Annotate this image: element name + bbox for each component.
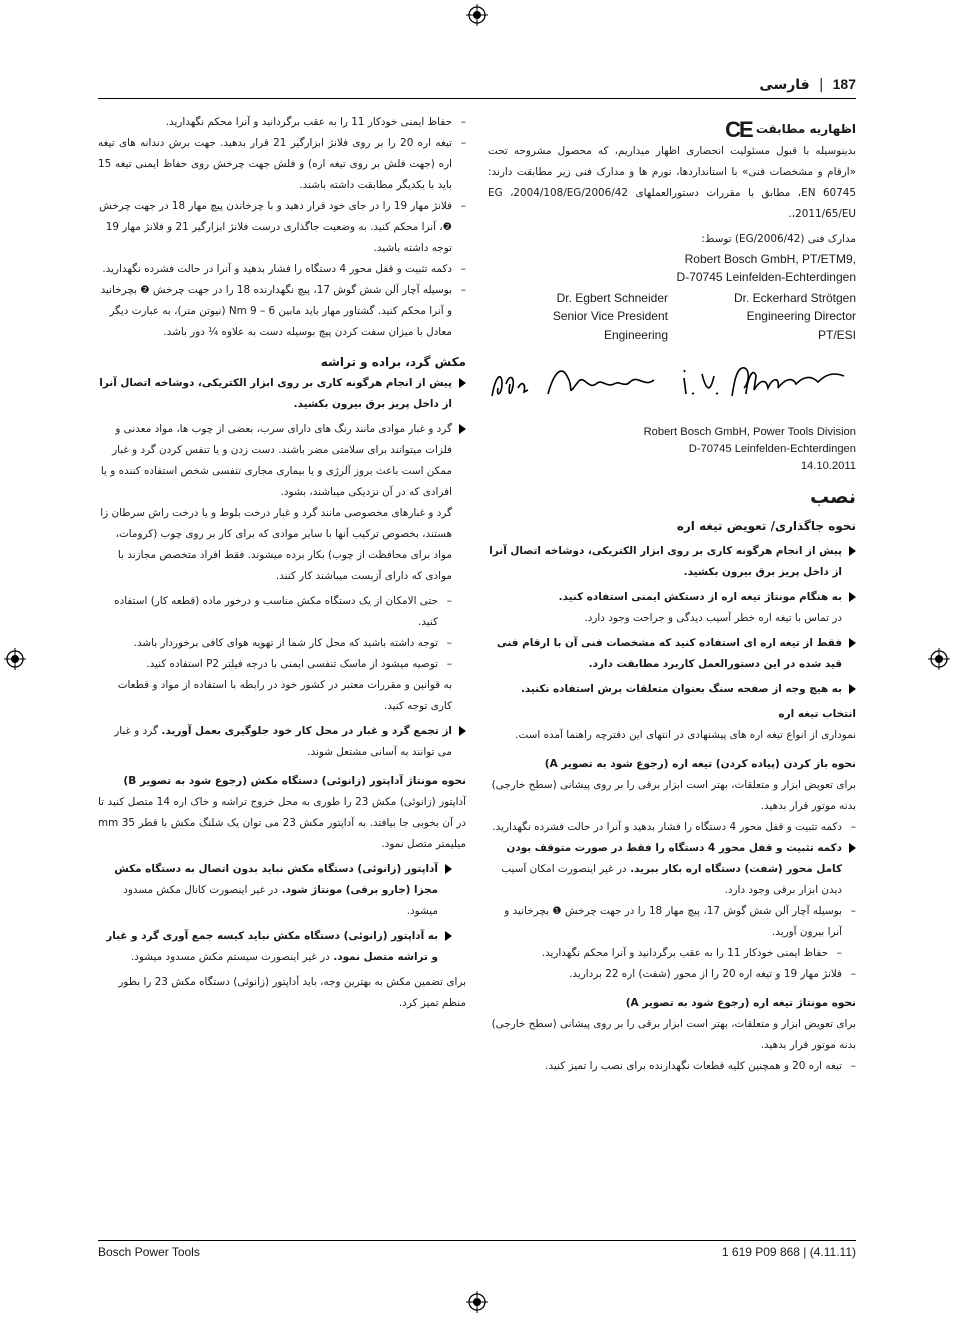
warning-harmful-dust <box>98 419 466 503</box>
warning-spindle-lock-note: در غیر اینصورت امکان آسیب دیدن ابزار برقی وجود دارد. <box>501 863 842 896</box>
warning-spindle-lock <box>488 838 856 901</box>
division-block <box>488 424 856 475</box>
warning-spindle-lock-text: دکمه تثبیت و قفل محور 4 دستگاه را فقط در صورت متوقف بودن کامل محور (شفت) دستگاه اره بکار ببرید. <box>506 842 842 875</box>
signatory-left-name: Dr. Egbert Schneider <box>556 290 668 305</box>
signatory-left <box>488 289 668 345</box>
address-line-1: Robert Bosch GmbH, PT/ETM9, <box>684 251 856 266</box>
warning-unplug-text: پیش از انجام هرگونه کاری بر روی ابزار الکتریکی، دوشاخه اتصال آنرا از داخل پریز برق بیرون بکشید. <box>489 545 842 578</box>
warning-unplug-dust-text: پیش از انجام هرگونه کاری بر روی ابزار الکتریکی، دوشاخه اتصال آنرا از داخل پریز برق بیرون بکشید. <box>99 377 452 410</box>
registration-mark-top-icon <box>466 4 488 26</box>
warning-blade-specs-text: فقط از تیغه اره ای استفاده کنید که مشخصات فنی آن با ارقام فنی قید شده در این دستورالعمل کاربرد مطابقت دارد. <box>496 637 842 670</box>
mount-step-2: – حفاظ ایمنی خودکار 11 را به عقب برگردانید و آنرا محکم نگهدارید. <box>98 112 466 133</box>
signatory-right <box>676 289 856 345</box>
left-column <box>98 112 466 1014</box>
signature-left-icon <box>488 354 856 414</box>
header-language: فارسی <box>759 77 810 93</box>
footer-brand: Bosch Power Tools <box>98 1245 200 1259</box>
address-line-2: D-70745 Leinfelden-Echterdingen <box>676 270 856 284</box>
warning-triangle-icon <box>849 546 856 556</box>
warning-triangle-icon <box>849 638 856 648</box>
remove-blade-title: نحوه باز کردن (پیاده کردن) تیغه اره (رجوع شود به تصویر A) <box>544 758 856 770</box>
remove-step-4: – فلانژ مهار 19 و تیغه اره 20 را از محور (شفت) اره 22 بردارید. <box>488 964 856 985</box>
mount-blade-text: برای تعویض ابزار و متعلقات، بهتر است ابزار برقی را بر روی پیشانی (سطح خارجی) بدنه موتور قرار بدهید. <box>491 1018 856 1051</box>
warning-adapter-dustbag-text: به آداپتور (زانوئی) دستگاه مکش نباید کیسه جمع آوری گرد و غبار و تراشه متصل نمود. <box>106 930 438 963</box>
tech-docs-address <box>488 250 856 287</box>
dust-tip-3: – توصیه میشود از ماسک تنفسی ایمنی با درجه فیلتر P2 استفاده کنید. <box>98 654 466 675</box>
division-line-1: Robert Bosch GmbH, Power Tools Division <box>643 426 856 438</box>
handwritten-signatures <box>488 354 856 412</box>
warning-no-grinding-disc-text: به هیچ وجه از صفحه سنگ بعنوان متعلقات برش استفاده نکنید. <box>520 683 842 695</box>
warning-triangle-icon <box>849 592 856 602</box>
mount-step-1: – تیغه اره 20 و همچنین کلیه قطعات نگهدارنده برای نصب را تمیز کنید. <box>488 1056 856 1077</box>
warning-triangle-icon <box>445 931 452 941</box>
footer-doc-number: 1 619 P09 868 | (4.11.11) <box>721 1245 856 1259</box>
select-blade-title: انتخاب تیغه اره <box>778 708 856 720</box>
ce-mark-icon: CE <box>725 116 752 142</box>
signatory-right-name: Dr. Eckerhard Strötgen <box>733 290 856 305</box>
dust-tip-2: – توجه داشته باشید که محل کار شما از تهویه هوای کافی برخوردار باشد. <box>98 633 466 654</box>
signatory-left-title2: Engineering <box>603 327 668 342</box>
warning-triangle-icon <box>459 378 466 388</box>
mount-blade-title: نحوه مونتاژ تیغه اره (رجوع شود به تصویر A) <box>625 997 856 1009</box>
header-separator: | <box>818 77 824 93</box>
signatory-right-title2: PT/ESI <box>817 327 856 342</box>
signatory-right-title1: Engineering Director <box>746 309 856 323</box>
warning-no-grinding-disc <box>488 679 856 700</box>
warning-gloves-note: در تماس با تیغه اره خطر آسیب دیدگی و جراحت وجود دارد. <box>584 612 842 624</box>
warning-unplug <box>488 541 856 583</box>
warning-adapter-dustbag <box>98 926 466 968</box>
warning-triangle-icon <box>445 864 452 874</box>
conformity-heading <box>488 118 856 141</box>
right-column <box>488 112 856 1077</box>
conformity-text: بدینوسیله با قبول مسئولیت انحصاری اظهار میداریم، که محصول مشروحه تحت «ارقام و مشخصات فنی» با استانداردها، نورم ها و مدارک فنی زیر مطابقت دارند: EN 60745، مطابق با مقررات دستورالعملهای 2006/42/EG ،2004/108/EG ،2011/65/EU. <box>488 144 856 220</box>
page-number: 187 <box>832 76 856 92</box>
signatories <box>488 289 856 345</box>
warning-triangle-icon <box>459 726 466 736</box>
tech-docs-label: مدارک فنی (2006/42/EG) توسط: <box>701 232 856 245</box>
mount-step-4: – فلانژ مهار 19 را در جای خود قرار دهید و با چرخاندن پیچ مهار 18 در جهت چرخش ❷، آنرا محکم کنید. به وضعیت جاگذاری درست فلانژ ابزارگیر 21 و فلانژ مهار 19 توجه داشته باشید. <box>98 196 466 259</box>
warning-dust-accumulation-note: گرد و غبار می توانند به آسانی مشتعل شوند. <box>114 725 452 758</box>
harmful-dust-text-2: گرد و غبارهای مخصوصی مانند گرد و غبار درخت بلوط و یا درخت راش سرطان زا هستند، بخصوص ترکیب آنها با سایر موادی که برای کار بر روی چوب (کرومات، مواد برای محافظت از چوب) بکار برده میشوند. فقط افراد متخصص مجازند با موادی که دارای آزبست میباشند کار کنند. <box>100 507 452 582</box>
conformity-title: اظهاریه مطابقت <box>755 122 856 136</box>
regulations-text: به قوانین و مقررات معتبر در کشور خود در رابطه با استفاده از مواد و قطعات کاری توجه کنید. <box>117 679 452 712</box>
warning-adapter-dustbag-note: در غیر اینصورت سیستم مکش مسدود میشود. <box>130 951 330 963</box>
warning-triangle-icon <box>459 424 466 434</box>
mount-step-5: – دکمه تثبیت و قفل محور 4 دستگاه را فشار بدهید و آنرا در حالت فشرده نگهدارید. <box>98 259 466 280</box>
dust-tip-1: – حتی الامکان از یک دستگاه مکش مناسب و درخور ماده (قطعه کار) استفاده کنید. <box>98 591 466 633</box>
dust-extraction-title: مکش گرد، براده و تراشه <box>320 355 466 369</box>
remove-blade-text: برای تعویض ابزار و متعلقات، بهتر است ابزار برقی را بر روی پیشانی (سطح خارجی) بدنه موتور قرار بدهید. <box>491 779 856 812</box>
registration-mark-right-icon <box>928 648 950 670</box>
select-blade-text: نموداری از انواع تیغه اره های پیشنهادی در انتهای این دفترچه راهنما آمده است. <box>515 729 856 741</box>
remove-step-3: – حفاظ ایمنی خودکار 11 را به عقب برگردانید و آنرا محکم نگهدارید. <box>488 943 856 964</box>
blade-change-title: نحوه جاگذاری/ تعویض تیغه اره <box>676 519 856 533</box>
warning-gloves <box>488 587 856 629</box>
adapter-text: آداپتور (زانوئی) مکش 23 را طوری به محل خروج تراشه و خاک اره 14 متصل کنید تا در آن بخوبی جا بیافتد. به آداپتور مکش 23 می توان یک شلنگ مکش با قطر 35 mm میلیمتر متصل نمود. <box>98 796 466 850</box>
warning-blade-specs <box>488 633 856 675</box>
warning-unplug-dust <box>98 373 466 415</box>
warning-dust-accumulation-text: از تجمع گرد و غبار در محل کار خود جلوگیری بعمل آورید. <box>161 725 452 737</box>
mount-step-3: – تیغه اره 20 را بر روی فلانژ ابزارگیر 21 قرار بدهید. جهت برش دندانه های تیغه اره (جهت فلش بر روی تیغه اره) و فلش جهت چرخش روی حفاظ ایمنی تیغه 15 باید با یکدیگر مطابقت داشته باشند. <box>98 133 466 196</box>
division-line-2: D-70745 Leinfelden-Echterdingen <box>688 443 856 455</box>
install-title: نصب <box>810 486 856 508</box>
warning-harmful-dust-text: گرد و غبار موادی مانند رنگ های دارای سرب، بعضی از چوب ها، مواد معدنی و فلزات میتوانند برای سلامتی مضر باشند. دست زدن و یا تنفس کردن گرد و غبار ممکن است باعث بروز آلرژی و یا بیماری مجاری تنفسی شخص استفاده کننده و یا افرادی که در آن نزدیکی میباشند، بشود. <box>100 423 452 498</box>
remove-step-2: – بوسیله آچار آلن شش گوش 17، پیچ مهار 18 را در جهت چرخش ❶ بچرخانید و آنرا بیرون آورید. <box>488 901 856 943</box>
warning-adapter-extractor <box>98 859 466 922</box>
adapter-cleaning-text: برای تضمین مکش به بهترین وجه، باید آداپتور (زانوئی) دستگاه مکش 23 را بطور منظم تمیز کرد. <box>118 976 466 1009</box>
page-header <box>98 74 856 99</box>
remove-step-1: – دکمه تثبیت و قفل محور 4 دستگاه را فشار بدهید و آنرا در حالت فشرده نگهدارید. <box>488 817 856 838</box>
signatory-left-title1: Senior Vice President <box>552 309 668 323</box>
registration-mark-left-icon <box>4 648 26 670</box>
warning-triangle-icon <box>849 843 856 853</box>
mount-step-6: – بوسیله آچار آلن شش گوش 17، پیچ نگهدارنده 18 را در جهت چرخش ❷ بچرخانید و آنرا محکم کنید. گشتاور مهار باید مابین 6 – 9 Nm (نیوتن متر)، به عبارت دیگر معادل با میزان سفت کردن پیچ بوسیله دست به علاوه ¼ دور باشد. <box>98 280 466 343</box>
registration-mark-bottom-icon <box>466 1291 488 1313</box>
warning-gloves-text: به هنگام مونتاژ تیغه اره از دستکش ایمنی استفاده کنید. <box>558 591 842 603</box>
document-date: 14.10.2011 <box>800 460 856 472</box>
warning-triangle-icon <box>849 684 856 694</box>
page-footer <box>98 1240 856 1259</box>
adapter-title: نحوه مونتاژ آداپتور (زانوئی) دستگاه مکش (رجوع شود به تصویر B) <box>123 775 466 787</box>
warning-dust-accumulation <box>98 721 466 763</box>
warning-adapter-extractor-note: در غیر اینصورت کانال مکش مسدود میشود. <box>123 884 438 917</box>
warning-adapter-extractor-text: آداپتور (زانوئی) دستگاه مکش نباید بدون اتصال به دستگاه مکش مجزا (جارو برقی) مونتاژ شود. <box>114 863 438 896</box>
